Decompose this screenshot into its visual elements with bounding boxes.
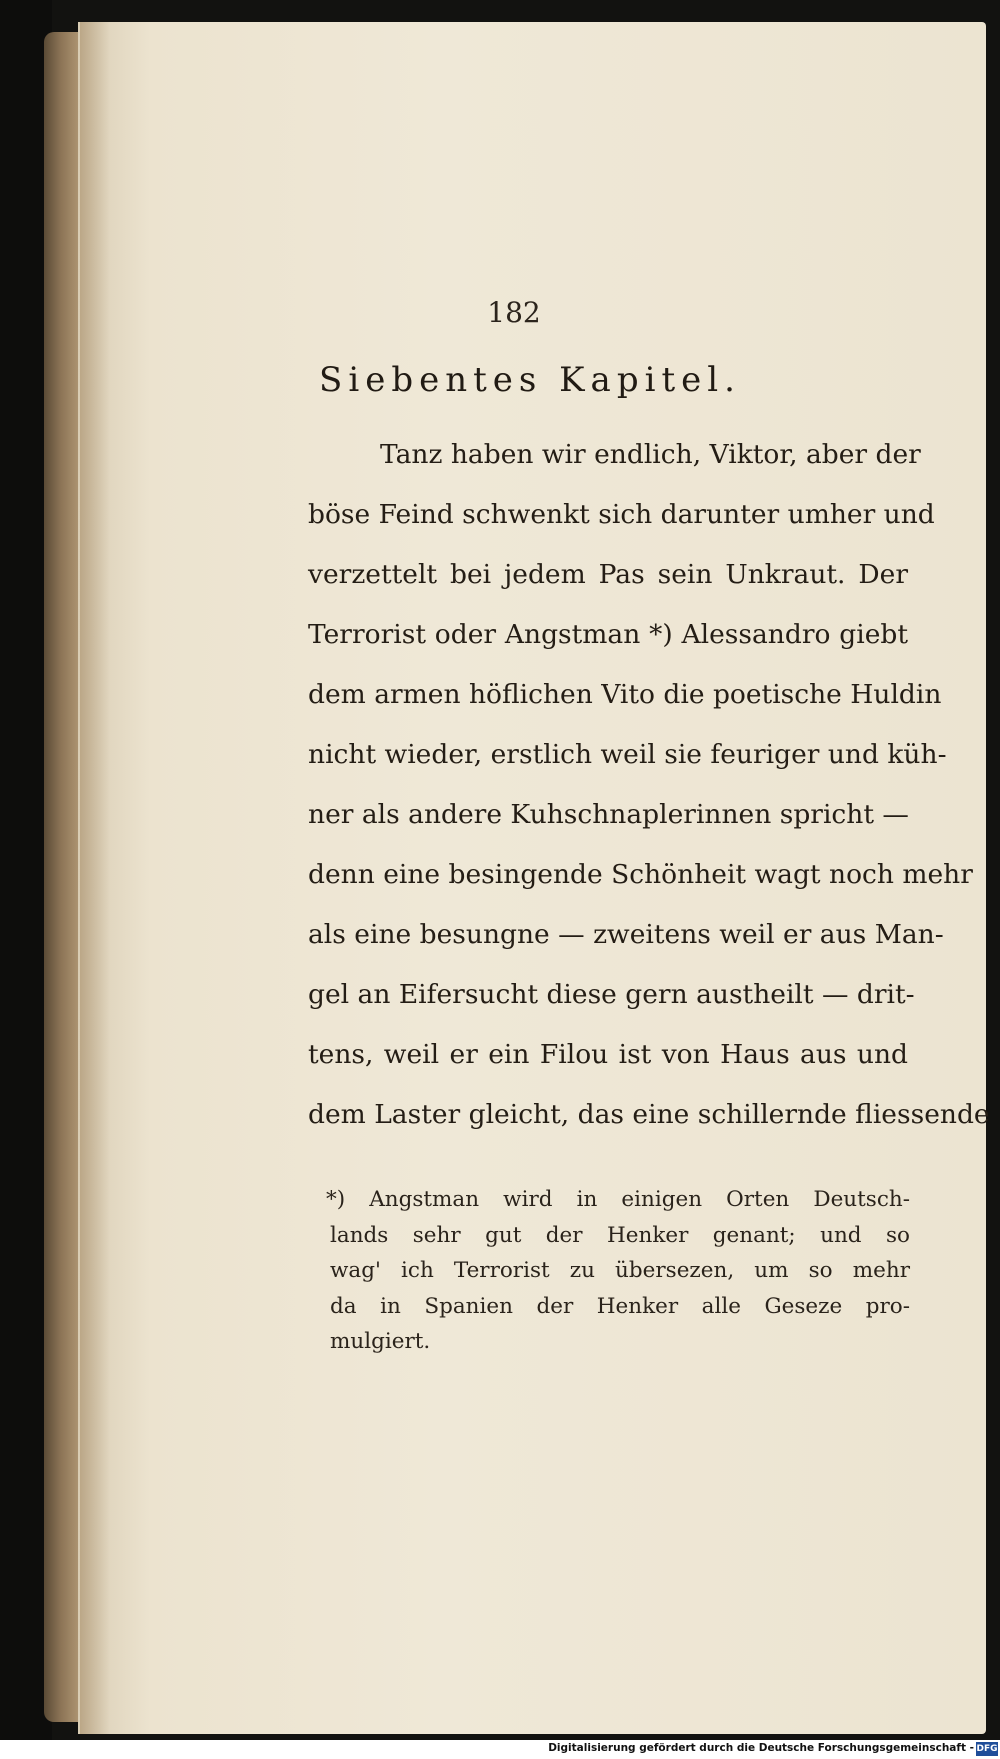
text-line: denn eine besingende Schönheit wagt noch mehr [308, 859, 973, 890]
footnote-line: lands sehr gut der Henker genant; und so [330, 1222, 910, 1248]
footnote-line: da in Spanien der Henker alle Geseze pro- [330, 1293, 910, 1319]
text-line: tens, weil er ein Filou ist von Haus aus und [308, 1039, 908, 1070]
chapter-title: Siebentes Kapitel. [319, 360, 741, 400]
text-line: als eine besungne — zweitens weil er aus Man- [308, 919, 944, 950]
text-line: böse Feind schwenkt sich darunter umher und [308, 499, 935, 530]
footnote-line: mulgiert. [330, 1329, 431, 1354]
text-line: gel an Eifersucht diese gern austheilt — drit- [308, 979, 915, 1010]
text-line: dem armen höflichen Vito die poetische Huldin [308, 679, 942, 710]
footnote-line: *) Angstman wird in einigen Orten Deutsch- [326, 1187, 910, 1212]
footnote-line: wag' ich Terrorist zu übersezen, um so mehr [330, 1258, 910, 1283]
text-line: Terrorist oder Angstman *) Alessandro giebt [308, 619, 908, 650]
body-text [308, 425, 990, 1145]
dfg-logo-icon: DFG [976, 1744, 998, 1754]
text-line: ner als andere Kuhschnaplerinnen spricht — [308, 799, 909, 830]
page-number: 182 [487, 296, 541, 329]
text-line: nicht wieder, erstlich weil sie feuriger und küh- [308, 739, 947, 770]
footnote [326, 1182, 910, 1360]
page-gutter-shadow [80, 22, 110, 1734]
text-line: dem Laster gleicht, das eine schillernde fliessende [308, 1099, 990, 1130]
digitization-credit: Digitalisierung gefördert durch die Deutsche Forschungsgemeinschaft - [548, 1742, 974, 1754]
text-line: Tanz haben wir endlich, Viktor, aber der [380, 439, 921, 470]
text-line: verzettelt bei jedem Pas sein Unkraut. Der [308, 559, 908, 590]
